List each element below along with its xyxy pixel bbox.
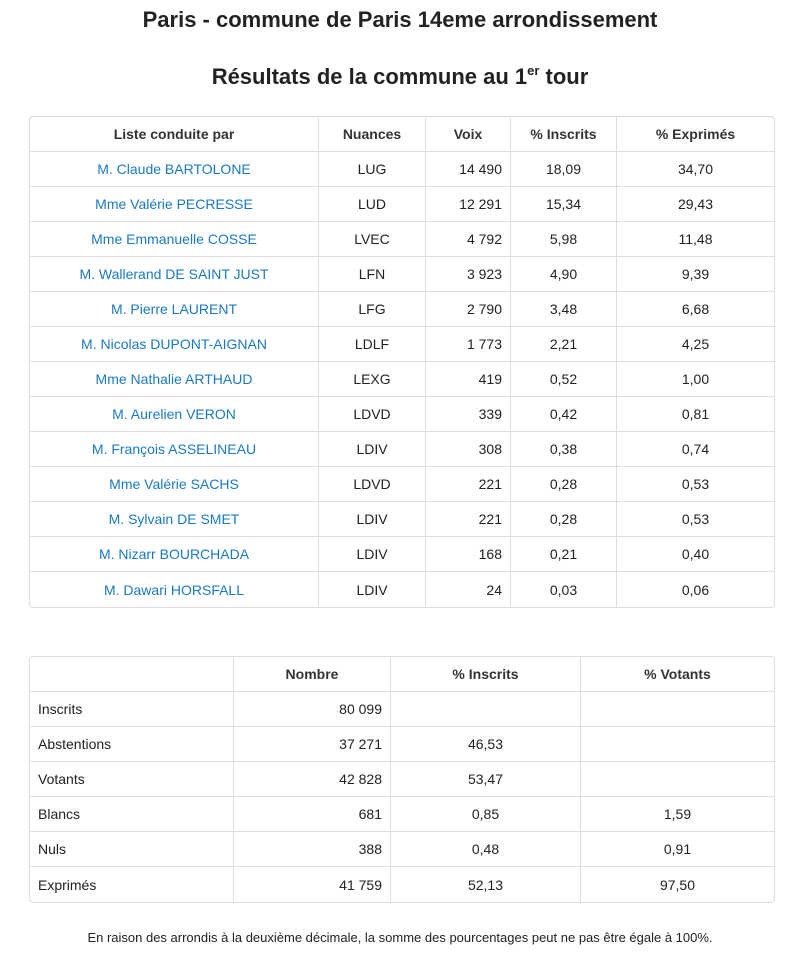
table-row bbox=[30, 362, 774, 397]
column-header-nombre: Nombre bbox=[234, 657, 391, 692]
nombre-cell: 80 099 bbox=[234, 692, 391, 727]
pct-inscrits-cell: 52,13 bbox=[391, 867, 581, 902]
candidate-link[interactable]: M. Dawari HORSFALL bbox=[30, 572, 319, 607]
pct-inscrits-cell: 0,85 bbox=[391, 797, 581, 832]
nombre-cell: 388 bbox=[234, 832, 391, 867]
column-header-pct-exprimes: % Exprimés bbox=[617, 117, 774, 152]
summary-label-cell: Inscrits bbox=[30, 692, 234, 727]
candidate-link[interactable]: M. Aurelien VERON bbox=[30, 397, 319, 432]
table-row bbox=[30, 762, 774, 797]
pct-exprimes-cell: 11,48 bbox=[617, 222, 774, 257]
results-body bbox=[30, 152, 774, 607]
pct-exprimes-cell: 9,39 bbox=[617, 257, 774, 292]
voix-cell: 4 792 bbox=[426, 222, 511, 257]
voix-cell: 308 bbox=[426, 432, 511, 467]
candidate-link[interactable]: M. Nicolas DUPONT-AIGNAN bbox=[30, 327, 319, 362]
summary-label-cell: Abstentions bbox=[30, 727, 234, 762]
pct-exprimes-cell: 6,68 bbox=[617, 292, 774, 327]
pct-inscrits-cell: 0,28 bbox=[511, 502, 617, 537]
candidate-link[interactable]: M. Wallerand DE SAINT JUST bbox=[30, 257, 319, 292]
pct-votants-cell bbox=[581, 692, 774, 727]
table-row bbox=[30, 537, 774, 572]
section-title-superscript: er bbox=[527, 63, 540, 78]
candidate-link[interactable]: Mme Emmanuelle COSSE bbox=[30, 222, 319, 257]
summary-label-cell: Votants bbox=[30, 762, 234, 797]
summary-body bbox=[30, 692, 774, 902]
pct-inscrits-cell: 0,03 bbox=[511, 572, 617, 607]
voix-cell: 419 bbox=[426, 362, 511, 397]
table-row bbox=[30, 867, 774, 902]
results-table bbox=[29, 116, 775, 608]
voix-cell: 168 bbox=[426, 537, 511, 572]
candidate-link[interactable]: Mme Valérie PECRESSE bbox=[30, 187, 319, 222]
column-header-nuances: Nuances bbox=[319, 117, 426, 152]
table-row bbox=[30, 692, 774, 727]
nuance-cell: LDIV bbox=[319, 432, 426, 467]
column-header-blank bbox=[30, 657, 234, 692]
pct-votants-cell: 97,50 bbox=[659, 876, 696, 893]
voix-cell: 1 773 bbox=[426, 327, 511, 362]
pct-inscrits-cell: 0,28 bbox=[511, 467, 617, 502]
column-header-voix: Voix bbox=[426, 117, 511, 152]
nuance-cell: LDVD bbox=[319, 397, 426, 432]
table-row bbox=[30, 572, 774, 607]
table-row bbox=[30, 467, 774, 502]
table-row bbox=[30, 797, 774, 832]
summary-label-cell: Nuls bbox=[30, 832, 234, 867]
nuance-cell: LFG bbox=[319, 292, 426, 327]
pct-exprimes-cell: 0,06 bbox=[681, 581, 710, 598]
section-title-main: Résultats de la commune au 1 bbox=[211, 64, 528, 89]
nombre-cell: 37 271 bbox=[234, 727, 391, 762]
candidate-link[interactable]: Mme Nathalie ARTHAUD bbox=[30, 362, 319, 397]
nuance-cell: LUD bbox=[319, 187, 426, 222]
pct-exprimes-cell: 1,00 bbox=[617, 362, 774, 397]
pct-exprimes-cell: 0,53 bbox=[617, 467, 774, 502]
voix-cell: 339 bbox=[426, 397, 511, 432]
summary-header-row bbox=[30, 657, 774, 692]
nuance-cell: LVEC bbox=[319, 222, 426, 257]
nombre-cell: 41 759 bbox=[234, 867, 391, 902]
nuance-cell: LDIV bbox=[319, 502, 426, 537]
nuance-cell: LFN bbox=[319, 257, 426, 292]
table-row bbox=[30, 257, 774, 292]
pct-inscrits-cell: 2,21 bbox=[511, 327, 617, 362]
table-row bbox=[30, 187, 774, 222]
table-row bbox=[30, 832, 774, 867]
results-header-row bbox=[30, 117, 774, 152]
table-row bbox=[30, 432, 774, 467]
footnote: En raison des arrondis à la deuxième décimale, la somme des pourcentages peut ne pas être égale à 100%. bbox=[87, 930, 713, 945]
nuance-cell: LDIV bbox=[319, 537, 426, 572]
candidate-link[interactable]: M. François ASSELINEAU bbox=[30, 432, 319, 467]
column-header-pct-votants: % Votants bbox=[581, 657, 774, 692]
pct-inscrits-cell: 18,09 bbox=[511, 152, 617, 187]
voix-cell: 24 bbox=[426, 572, 511, 607]
pct-votants-cell bbox=[581, 727, 774, 762]
column-header-pct-inscrits: % Inscrits bbox=[511, 117, 617, 152]
pct-exprimes-cell: 29,43 bbox=[617, 187, 774, 222]
pct-inscrits-cell: 5,98 bbox=[511, 222, 617, 257]
pct-inscrits-cell: 0,52 bbox=[511, 362, 617, 397]
nombre-cell: 42 828 bbox=[234, 762, 391, 797]
section-title bbox=[0, 63, 800, 91]
table-row bbox=[30, 727, 774, 762]
pct-votants-cell: 1,59 bbox=[581, 797, 774, 832]
voix-cell: 221 bbox=[426, 467, 511, 502]
pct-votants-cell bbox=[581, 762, 774, 797]
nuance-cell: LEXG bbox=[319, 362, 426, 397]
summary-label-cell: Exprimés bbox=[30, 867, 234, 902]
pct-exprimes-cell: 0,81 bbox=[617, 397, 774, 432]
table-row bbox=[30, 292, 774, 327]
page-title: Paris - commune de Paris 14eme arrondissement bbox=[142, 7, 658, 32]
pct-inscrits-cell: 4,90 bbox=[511, 257, 617, 292]
pct-inscrits-cell: 46,53 bbox=[391, 727, 581, 762]
table-row bbox=[30, 222, 774, 257]
pct-inscrits-cell: 3,48 bbox=[511, 292, 617, 327]
voix-cell: 14 490 bbox=[426, 152, 511, 187]
nuance-cell: LDIV bbox=[319, 572, 426, 607]
candidate-link[interactable]: Mme Valérie SACHS bbox=[30, 467, 319, 502]
pct-inscrits-cell: 15,34 bbox=[511, 187, 617, 222]
column-header-liste: Liste conduite par bbox=[30, 117, 319, 152]
pct-votants-cell: 0,91 bbox=[581, 832, 774, 867]
nuance-cell: LDVD bbox=[319, 467, 426, 502]
pct-inscrits-cell: 53,47 bbox=[391, 762, 581, 797]
candidate-link[interactable]: M. Sylvain DE SMET bbox=[30, 502, 319, 537]
pct-exprimes-cell: 34,70 bbox=[617, 152, 774, 187]
voix-cell: 3 923 bbox=[426, 257, 511, 292]
voix-cell: 221 bbox=[426, 502, 511, 537]
nombre-cell: 681 bbox=[234, 797, 391, 832]
pct-inscrits-cell: 0,42 bbox=[511, 397, 617, 432]
pct-inscrits-cell bbox=[391, 692, 581, 727]
pct-exprimes-cell: 0,40 bbox=[617, 537, 774, 572]
table-row bbox=[30, 397, 774, 432]
nuance-cell: LUG bbox=[319, 152, 426, 187]
section-title-end: tour bbox=[539, 64, 589, 89]
summary-label-cell: Blancs bbox=[30, 797, 234, 832]
candidate-link[interactable]: M. Claude BARTOLONE bbox=[30, 152, 319, 187]
table-row bbox=[30, 152, 774, 187]
pct-inscrits-cell: 0,48 bbox=[391, 832, 581, 867]
column-header-pct-inscrits: % Inscrits bbox=[391, 657, 581, 692]
table-row bbox=[30, 502, 774, 537]
pct-exprimes-cell: 0,53 bbox=[617, 502, 774, 537]
candidate-link[interactable]: M. Pierre LAURENT bbox=[30, 292, 319, 327]
pct-inscrits-cell: 0,21 bbox=[511, 537, 617, 572]
pct-inscrits-cell: 0,38 bbox=[511, 432, 617, 467]
voix-cell: 12 291 bbox=[426, 187, 511, 222]
voix-cell: 2 790 bbox=[426, 292, 511, 327]
summary-table bbox=[29, 656, 775, 903]
pct-exprimes-cell: 4,25 bbox=[617, 327, 774, 362]
candidate-link[interactable]: M. Nizarr BOURCHADA bbox=[30, 537, 319, 572]
pct-exprimes-cell: 0,74 bbox=[617, 432, 774, 467]
nuance-cell: LDLF bbox=[319, 327, 426, 362]
table-row bbox=[30, 327, 774, 362]
